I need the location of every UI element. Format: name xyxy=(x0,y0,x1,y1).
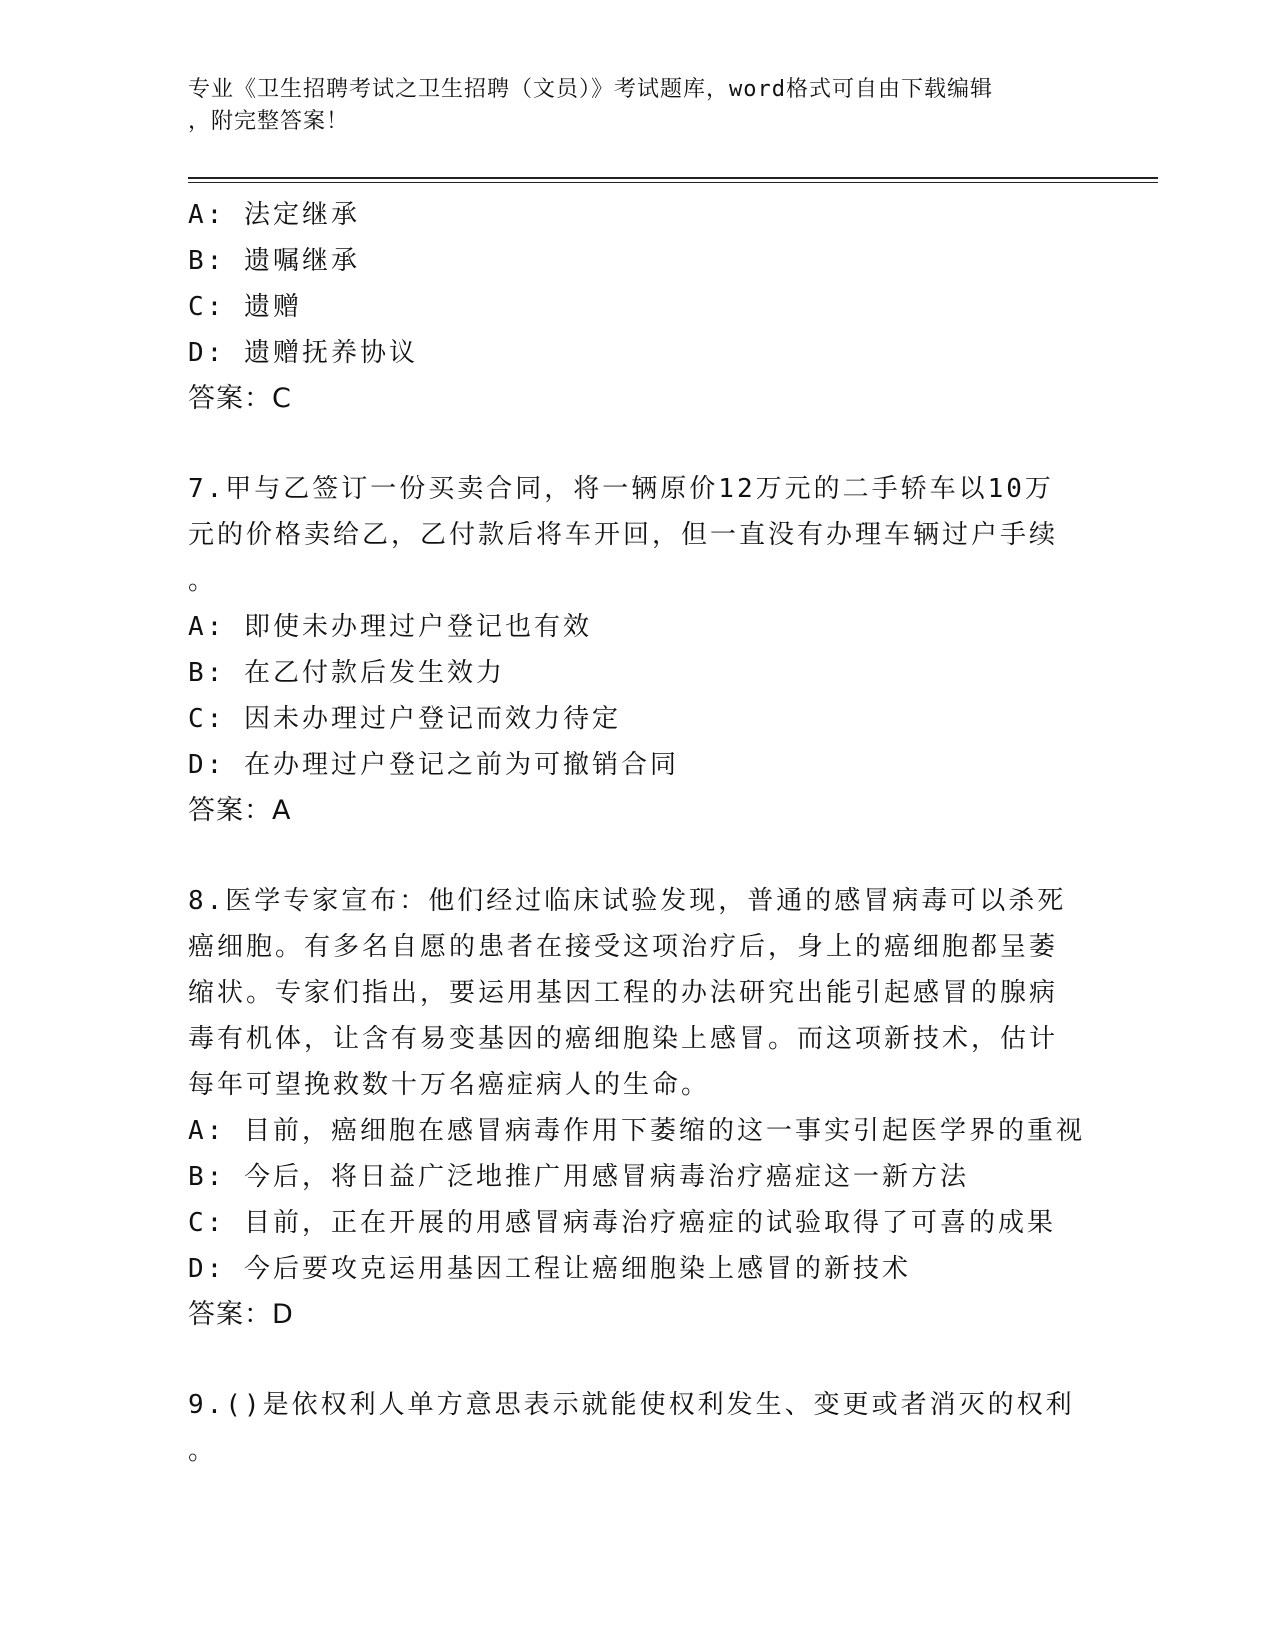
option-a: A: 法定继承 xyxy=(188,200,360,230)
header-divider-thick xyxy=(188,177,1158,179)
option-c: C: 遗赠 xyxy=(188,292,302,322)
question-text-line: 缩状。专家们指出，要运用基因工程的办法研究出能引起感冒的腺病 xyxy=(188,978,1059,1008)
question-text-line: 。 xyxy=(188,566,218,596)
option-b: B: 在乙付款后发生效力 xyxy=(188,658,505,688)
option-b: B: 遗嘱继承 xyxy=(188,246,360,276)
answer: 答案：A xyxy=(188,795,292,826)
question-7 xyxy=(188,466,1088,834)
option-a: A: 即使未办理过户登记也有效 xyxy=(188,612,592,642)
option-b: B: 今后，将日益广泛地推广用感冒病毒治疗癌症这一新方法 xyxy=(188,1162,969,1192)
document-header xyxy=(188,74,1088,138)
question-text-line: 。 xyxy=(188,1436,218,1466)
option-d: D: 在办理过户登记之前为可撤销合同 xyxy=(188,750,679,780)
header-line-1: 专业《卫生招聘考试之卫生招聘（文员）》考试题库，word格式可自由下载编辑 xyxy=(188,77,993,102)
question-6 xyxy=(188,192,1088,422)
question-text-line: 9.()是依权利人单方意思表示就能使权利发生、变更或者消灭的权利 xyxy=(188,1390,1075,1420)
option-c: C: 目前，正在开展的用感冒病毒治疗癌症的试验取得了可喜的成果 xyxy=(188,1208,1056,1238)
question-text-line: 元的价格卖给乙，乙付款后将车开回，但一直没有办理车辆过户手续 xyxy=(188,520,1059,550)
answer: 答案：C xyxy=(188,383,292,414)
question-text-line: 每年可望挽救数十万名癌症病人的生命。 xyxy=(188,1070,711,1100)
question-text-line: 毒有机体，让含有易变基因的癌细胞染上感冒。而这项新技术，估计 xyxy=(188,1024,1059,1054)
header-line-2: ，附完整答案！ xyxy=(188,109,350,134)
question-list xyxy=(188,192,1088,1474)
question-9 xyxy=(188,1382,1088,1474)
question-text-line: 癌细胞。有多名自愿的患者在接受这项治疗后，身上的癌细胞都呈萎 xyxy=(188,932,1059,962)
option-c: C: 因未办理过户登记而效力待定 xyxy=(188,704,621,734)
question-text-line: 8.医学专家宣布：他们经过临床试验发现，普通的感冒病毒可以杀死 xyxy=(188,886,1067,916)
header-divider-thin xyxy=(188,182,1158,183)
option-d: D: 今后要攻克运用基因工程让癌细胞染上感冒的新技术 xyxy=(188,1254,911,1284)
option-a: A: 目前，癌细胞在感冒病毒作用下萎缩的这一事实引起医学界的重视 xyxy=(188,1116,1085,1146)
answer: 答案：D xyxy=(188,1299,294,1330)
question-text-line: 7.甲与乙签订一份买卖合同，将一辆原价12万元的二手轿车以10万 xyxy=(188,474,1054,504)
question-8 xyxy=(188,878,1088,1338)
option-d: D: 遗赠抚养协议 xyxy=(188,338,418,368)
